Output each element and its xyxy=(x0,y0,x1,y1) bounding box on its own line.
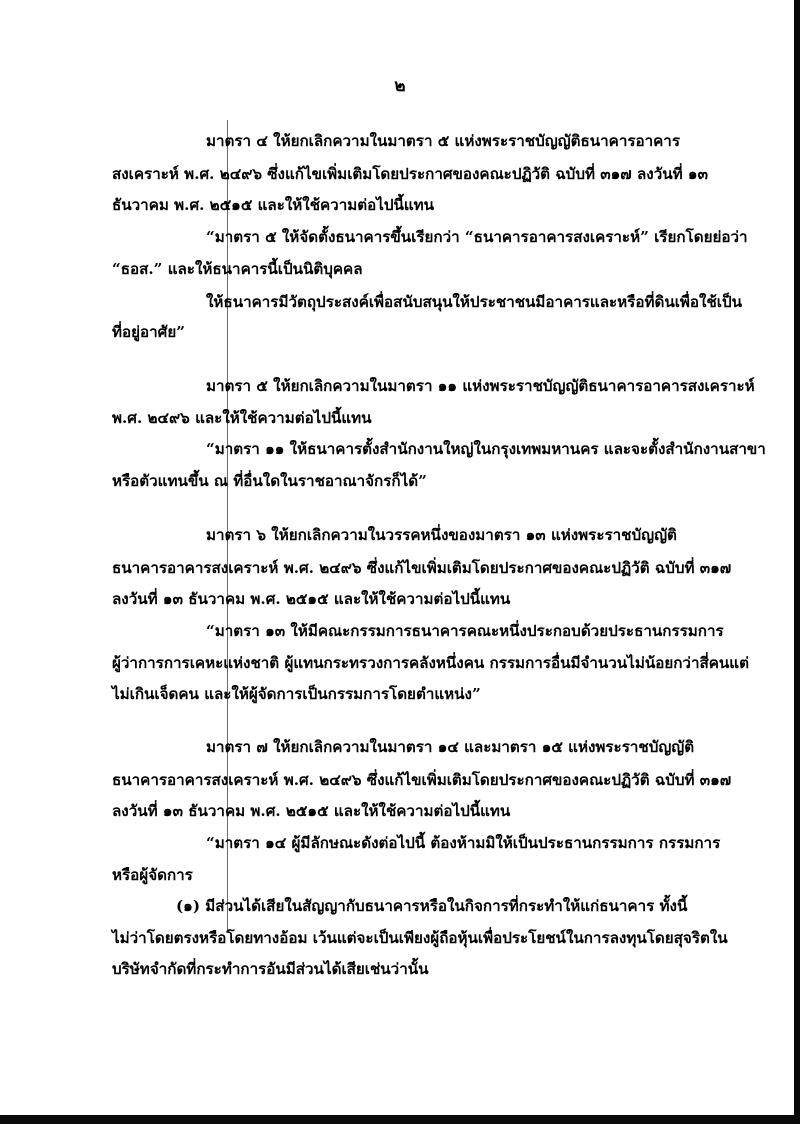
section-5-quote-line: “ธอส.” และให้ธนาคารนี้เป็นนิติบุคคล xyxy=(112,260,363,278)
section-7-heading-line: มาตรา ๗ ให้ยกเลิกความในมาตรา ๑๔ และมาตรา ๑๕ แห่งพระราชบัญญัติ xyxy=(206,738,695,756)
section-11-quote-line: หรือตัวแทนขึ้น ณ ที่อื่นใดในราชอาณาจักรก็ได้” xyxy=(112,472,427,490)
section-4-body-line: ธันวาคม พ.ศ. ๒๕๑๕ และให้ใช้ความต่อไปนี้แทน xyxy=(112,196,435,214)
section-5-quote-line: “มาตรา ๕ ให้จัดตั้งธนาคารขึ้นเรียกว่า “ธนาคารอาคารสงเคราะห์” เรียกโดยย่อว่า xyxy=(206,228,748,246)
section-6-body-line: ธนาคารอาคารสงเคราะห์ พ.ศ. ๒๔๙๖ ซึ่งแก้ไขเพิ่มเติมโดยประกาศของคณะปฏิวัติ ฉบับที่ ๓๑๗ xyxy=(112,559,732,577)
section-4-body-line: สงเคราะห์ พ.ศ. ๒๔๙๖ ซึ่งแก้ไขเพิ่มเติมโดยประกาศของคณะปฏิวัติ ฉบับที่ ๓๑๗ ลงวันที่ ๑๓ xyxy=(112,165,708,183)
scan-edge-bottom xyxy=(0,1115,800,1124)
section-14-item-1-line: (๑) มีส่วนได้เสียในสัญญากับธนาคารหรือในกิจการที่กระทำให้แก่ธนาคาร ทั้งนี้ xyxy=(176,897,688,915)
page-number: ๒ xyxy=(394,76,406,96)
section-6-heading-line: มาตรา ๖ ให้ยกเลิกความในวรรคหนึ่งของมาตรา ๑๓ แห่งพระราชบัญญัติ xyxy=(206,526,677,544)
section-13-quote-line: ไม่เกินเจ็ดคน และให้ผู้จัดการเป็นกรรมการโดยตำแหน่ง” xyxy=(112,685,481,703)
section-14-item-1-line: ไม่ว่าโดยตรงหรือโดยทางอ้อม เว้นแต่จะเป็นเพียงผู้ถือหุ้นเพื่อประโยชน์ในการลงทุนโดยสุจริตใน xyxy=(112,929,728,947)
section-5-heading-line: มาตรา ๕ ให้ยกเลิกความในมาตรา ๑๑ แห่งพระราชบัญญัติธนาคารอาคารสงเคราะห์ xyxy=(206,377,755,395)
section-6-body-line: ลงวันที่ ๑๓ ธันวาคม พ.ศ. ๒๕๑๕ และให้ใช้ความต่อไปนี้แทน xyxy=(112,590,511,608)
section-5-quote-line: ให้ธนาคารมีวัตถุประสงค์เพื่อสนับสนุนให้ประชาชนมีอาคารและหรือที่ดินเพื่อใช้เป็น xyxy=(206,293,742,311)
section-11-quote-line: “มาตรา ๑๑ ให้ธนาคารตั้งสำนักงานใหญ่ในกรุงเทพมหานคร และจะตั้งสำนักงานสาขา xyxy=(206,440,766,458)
section-13-quote-line: ผู้ว่าการการเคหะแห่งชาติ ผู้แทนกระทรวงการคลังหนึ่งคน กรรมการอื่นมีจำนวนไม่น้อยกว่าสี่คนแต่ xyxy=(112,654,749,672)
section-14-quote-line: “มาตรา ๑๔ ผู้มีลักษณะดังต่อไปนี้ ต้องห้ามมิให้เป็นประธานกรรมการ กรรมการ xyxy=(206,834,721,852)
section-14-quote-line: หรือผู้จัดการ xyxy=(112,866,193,884)
section-5-body-line: พ.ศ. ๒๔๙๖ และให้ใช้ความต่อไปนี้แทน xyxy=(112,409,372,427)
section-7-body-line: ธนาคารอาคารสงเคราะห์ พ.ศ. ๒๔๙๖ ซึ่งแก้ไขเพิ่มเติมโดยประกาศของคณะปฏิวัติ ฉบับที่ ๓๑๗ xyxy=(112,771,732,789)
section-5-quote-line: ที่อยู่อาศัย” xyxy=(112,323,185,341)
section-4-heading-line: มาตรา ๔ ให้ยกเลิกความในมาตรา ๕ แห่งพระราชบัญญัติธนาคารอาคาร xyxy=(206,132,680,150)
section-14-item-1-line: บริษัทจำกัดที่กระทำการอันมีส่วนได้เสียเช่นว่านั้น xyxy=(112,960,429,978)
scan-edge-right xyxy=(794,0,800,1124)
section-7-body-line: ลงวันที่ ๑๓ ธันวาคม พ.ศ. ๒๕๑๕ และให้ใช้ความต่อไปนี้แทน xyxy=(112,802,511,820)
section-13-quote-line: “มาตรา ๑๓ ให้มีคณะกรรมการธนาคารคณะหนึ่งประกอบด้วยประธานกรรมการ xyxy=(206,622,724,640)
